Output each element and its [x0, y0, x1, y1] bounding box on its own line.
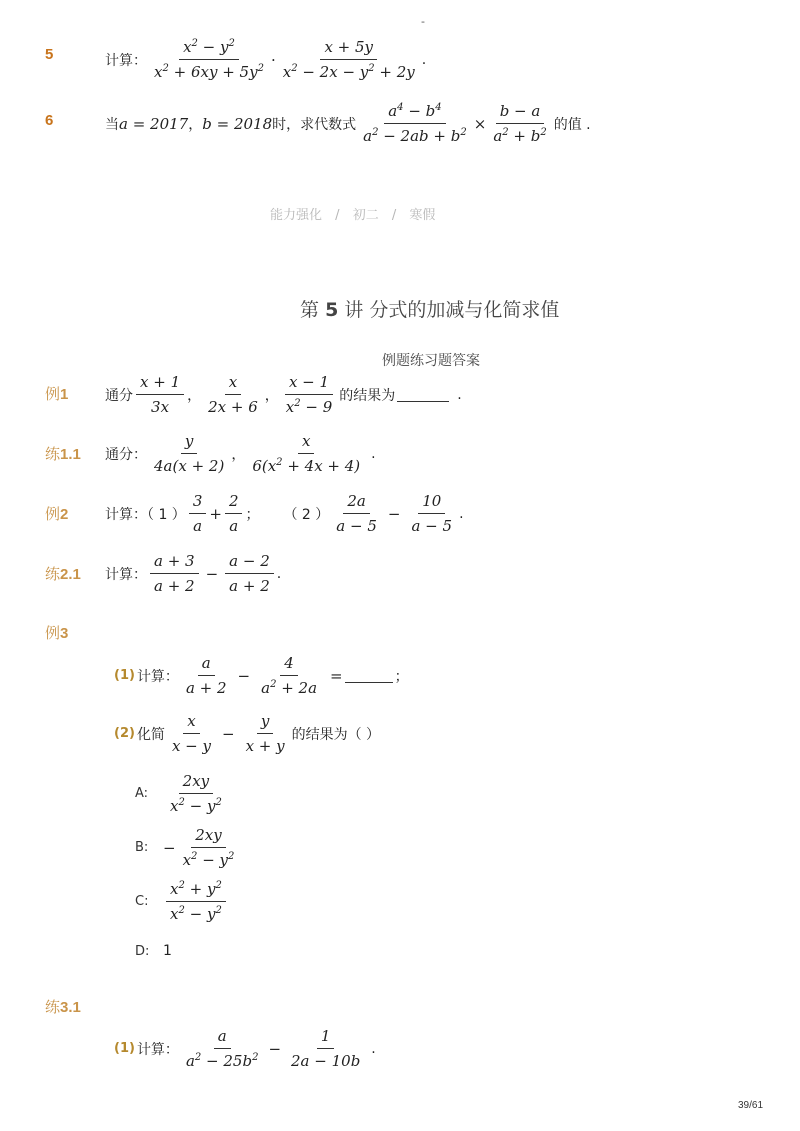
example-3-part-2-minus: − — [221, 724, 235, 743]
practice-2-1-minus: − — [205, 564, 219, 583]
example-3-part-2-fraction-2: $\frac{y}{x + y}$ — [245, 712, 285, 755]
practice-2-1-end: . — [276, 565, 282, 582]
problem-6-comma: ， — [188, 116, 203, 133]
practice-1-1-label-number: 1.1 — [60, 446, 81, 463]
example-2-semicolon: ； — [245, 506, 260, 523]
practice-2-1-body — [105, 552, 281, 595]
example-3-label — [45, 622, 68, 643]
example-1-answer-blank — [397, 387, 449, 402]
lecture-title-number: 5 — [325, 299, 339, 321]
example-3-part-1-end: ； — [394, 668, 409, 685]
practice-3-1-label-number: 3.1 — [60, 999, 81, 1016]
example-3-part-2 — [114, 712, 380, 755]
practice-1-1-prefix: 通分： — [105, 446, 147, 463]
example-1-end: . — [457, 386, 462, 403]
option-d-value: 1 — [163, 943, 172, 959]
problem-6-fraction-2: $\frac{b - a}{a^2 + b^2}$ — [493, 102, 547, 145]
practice-1-1-sep: ， — [231, 446, 246, 463]
breadcrumb-item-2: 初二 — [352, 208, 379, 223]
example-3-part-1-fraction-1: $\frac{a}{a + 2}$ — [185, 654, 227, 697]
option-c-fraction: $\frac{x^2 + y^2}{x^2 - y^2}$ — [166, 880, 226, 923]
practice-1-1-label — [45, 443, 81, 464]
practice-2-1-label-number: 2.1 — [60, 566, 81, 583]
example-2-label-char: 例 — [45, 506, 61, 523]
example-3-part-1-equals: = — [330, 666, 343, 685]
problem-6-body — [105, 102, 591, 145]
practice-3-1-part-1-end: . — [371, 1040, 376, 1057]
example-2-fraction-2: $\frac{2}{a}$ — [225, 492, 243, 535]
problem-5-fraction-2: $\frac{x + 5y}{x^2 - 2x - y^2 + 2y}$ — [282, 38, 415, 81]
example-3-part-1-minus: − — [237, 666, 251, 685]
practice-1-1-label-char: 练 — [45, 446, 61, 463]
practice-1-1-fraction-2: $\frac{x}{6(x^2 + 4x + 4)}$ — [252, 432, 361, 475]
problem-6-a-value: a = 2017 — [119, 114, 189, 133]
option-a-fraction: $\frac{2xy}{x^2 - y^2}$ — [170, 772, 222, 815]
option-d-label: D: — [135, 943, 150, 959]
option-c — [135, 880, 229, 923]
example-3-part-1-fraction-2: $\frac{4}{a^2 + 2a}$ — [261, 654, 318, 697]
example-2-prefix: 计算：（ 1 ） — [105, 506, 186, 523]
example-1-sep-1: ， — [187, 387, 202, 404]
example-2-fraction-1: $\frac{3}{a}$ — [189, 492, 207, 535]
problem-6-mid: 时，求代数式 — [272, 116, 357, 133]
example-3-part-1-answer-blank — [345, 668, 393, 683]
practice-2-1-fraction-2: $\frac{a - 2}{a + 2}$ — [225, 552, 274, 595]
problem-6-prefix: 当 — [105, 116, 119, 133]
top-mark: - — [421, 15, 425, 28]
example-2-plus: + — [209, 504, 222, 523]
option-b — [135, 826, 241, 869]
example-2-end: . — [459, 505, 464, 522]
example-3-part-1 — [114, 654, 409, 697]
example-2-minus: − — [387, 504, 401, 523]
example-3-label-char: 例 — [45, 625, 61, 642]
example-2-label — [45, 503, 68, 524]
example-1-label — [45, 383, 68, 404]
practice-1-1-fraction-1: $\frac{y}{4a(x + 2)}$ — [154, 432, 225, 475]
practice-3-1-label — [45, 996, 81, 1017]
breadcrumb-item-3: 寒假 — [409, 208, 436, 223]
problem-6-times: × — [473, 114, 487, 133]
option-b-fraction: $\frac{2xy}{x^2 - y^2}$ — [182, 826, 235, 869]
breadcrumb-separator-2: / — [391, 208, 397, 223]
example-1-body — [105, 373, 462, 416]
practice-3-1-part-1 — [114, 1027, 376, 1070]
problem-5-number: 5 — [45, 46, 54, 63]
example-1-suffix: 的结果为 — [339, 387, 396, 404]
option-d — [135, 943, 172, 959]
practice-3-1-label-char: 练 — [45, 999, 61, 1016]
practice-3-1-part-1-minus: − — [268, 1039, 282, 1058]
lecture-title-prefix: 第 — [300, 299, 320, 321]
problem-5-prefix: 计算： — [105, 52, 147, 69]
example-1-label-char: 例 — [45, 386, 61, 403]
example-3-part-2-suffix: 的结果为（ ） — [291, 726, 381, 743]
example-2-part-2: （ 2 ） — [283, 506, 330, 523]
example-3-part-1-number: (1) — [114, 668, 135, 683]
breadcrumb-separator-1: / — [335, 208, 340, 223]
problem-5-dot: · — [270, 50, 276, 69]
option-b-sign: − — [163, 838, 176, 857]
example-3-label-number: 3 — [60, 625, 69, 642]
breadcrumb — [270, 204, 435, 223]
example-3-part-1-prefix: 计算： — [136, 668, 179, 685]
example-2-fraction-4: $\frac{10}{a - 5}$ — [411, 492, 453, 535]
example-1-fraction-3: $\frac{x - 1}{x^2 - 9}$ — [285, 373, 333, 416]
practice-3-1-part-1-prefix: 计算： — [136, 1041, 179, 1058]
practice-2-1-fraction-1: $\frac{a + 3}{a + 2}$ — [150, 552, 199, 595]
example-2-fraction-3: $\frac{2a}{a - 5}$ — [336, 492, 377, 535]
example-1-sep-2: ， — [264, 387, 279, 404]
practice-2-1-label — [45, 563, 81, 584]
practice-3-1-part-1-number: (1) — [114, 1041, 135, 1056]
problem-5-body — [105, 38, 426, 81]
lecture-title — [300, 295, 559, 322]
practice-3-1-part-1-fraction-1: $\frac{a}{a^2 - 25b^2}$ — [185, 1027, 259, 1070]
option-b-label: B: — [135, 840, 149, 855]
example-3-part-2-number: (2) — [114, 726, 135, 741]
breadcrumb-item-1: 能力强化 — [270, 208, 323, 223]
option-a-label: A: — [135, 786, 149, 801]
page-number: 39/61 — [738, 1100, 764, 1111]
practice-2-1-prefix: 计算： — [105, 566, 147, 583]
practice-1-1-end: . — [371, 445, 376, 462]
example-2-label-number: 2 — [60, 506, 69, 523]
problem-5-end: . — [421, 51, 427, 68]
practice-2-1-label-char: 练 — [45, 566, 61, 583]
problem-6-b-value: b = 2018 — [202, 114, 273, 133]
problem-5-fraction-1: $\frac{x^2 - y^2}{x^2 + 6xy + 5y^2}$ — [154, 38, 264, 81]
example-1-fraction-1: $\frac{x + 1}{3x}$ — [136, 373, 184, 416]
problem-6-suffix: 的值 . — [553, 116, 591, 133]
problem-6-number: 6 — [45, 112, 54, 129]
example-1-fraction-2: $\frac{x}{2x + 6}$ — [208, 373, 258, 416]
practice-3-1-part-1-fraction-2: $\frac{1}{2a - 10b}$ — [291, 1027, 361, 1070]
option-c-label: C: — [135, 894, 149, 909]
example-1-label-number: 1 — [60, 386, 69, 403]
subtitle: 例题练习题答案 — [382, 353, 480, 369]
example-2-body — [105, 492, 464, 535]
lecture-title-suffix: 讲 分式的加减与化简求值 — [344, 299, 560, 321]
example-3-part-2-prefix: 化简 — [136, 726, 165, 743]
practice-1-1-body — [105, 432, 376, 475]
example-1-prefix: 通分 — [105, 387, 133, 404]
option-a — [135, 772, 229, 815]
example-3-part-2-fraction-1: $\frac{x}{x - y}$ — [171, 712, 211, 755]
problem-6-fraction-1: $\frac{a^4 - b^4}{a^2 - 2ab + b^2}$ — [363, 102, 467, 145]
